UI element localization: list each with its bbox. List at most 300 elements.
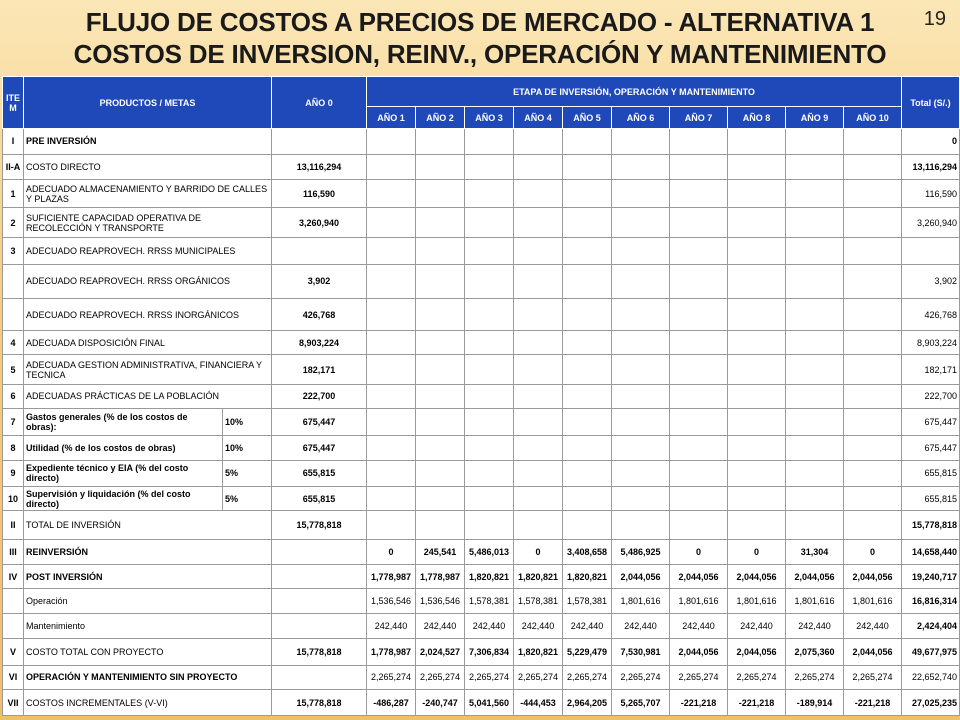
row-year-1 xyxy=(367,331,416,355)
row-year-10 xyxy=(844,486,902,511)
row-year-3 xyxy=(465,436,514,461)
row-year-0: 15,778,818 xyxy=(272,511,367,540)
title-line-1: FLUJO DE COSTOS A PRECIOS DE MERCADO - ALTERNATIVA 1 xyxy=(85,7,875,37)
table-row xyxy=(3,690,960,716)
row-label: COSTO TOTAL CON PROYECTO xyxy=(24,638,272,665)
table-row xyxy=(3,614,960,639)
row-year-9: 1,801,616 xyxy=(786,589,844,614)
row-year-3 xyxy=(465,331,514,355)
row-label: Expediente técnico y EIA (% del costo directo) xyxy=(24,460,223,486)
row-item xyxy=(3,614,24,639)
row-label: Operación xyxy=(24,589,272,614)
row-year-6: 2,265,274 xyxy=(612,665,670,690)
header-year-2: AÑO 2 xyxy=(416,107,465,129)
row-item: III xyxy=(3,540,24,565)
row-year-9: 242,440 xyxy=(786,614,844,639)
row-year-0: 675,447 xyxy=(272,408,367,436)
row-year-10 xyxy=(844,154,902,180)
row-year-1 xyxy=(367,460,416,486)
table-row xyxy=(3,154,960,180)
row-year-2: 1,536,546 xyxy=(416,589,465,614)
row-label: Gastos generales (% de los costos de obras): xyxy=(24,408,223,436)
row-year-6: 1,801,616 xyxy=(612,589,670,614)
row-item: 8 xyxy=(3,436,24,461)
row-year-4: 1,820,821 xyxy=(514,638,563,665)
row-total: 0 xyxy=(902,129,960,155)
row-year-4: 0 xyxy=(514,540,563,565)
row-year-10 xyxy=(844,460,902,486)
row-year-4 xyxy=(514,298,563,331)
row-item: 6 xyxy=(3,384,24,408)
row-year-10: 0 xyxy=(844,540,902,565)
row-year-7: 2,044,056 xyxy=(670,638,728,665)
row-year-0: 8,903,224 xyxy=(272,331,367,355)
row-year-7 xyxy=(670,208,728,238)
row-year-7: 242,440 xyxy=(670,614,728,639)
row-item: II-A xyxy=(3,154,24,180)
row-year-3 xyxy=(465,298,514,331)
row-year-2 xyxy=(416,511,465,540)
row-year-9: -189,914 xyxy=(786,690,844,716)
row-year-9 xyxy=(786,486,844,511)
row-year-2: 1,778,987 xyxy=(416,564,465,589)
row-year-6 xyxy=(612,511,670,540)
row-year-8: 2,044,056 xyxy=(728,564,786,589)
row-year-1 xyxy=(367,436,416,461)
row-year-3 xyxy=(465,129,514,155)
row-year-7 xyxy=(670,384,728,408)
row-total: 27,025,235 xyxy=(902,690,960,716)
table-row xyxy=(3,129,960,155)
row-year-9 xyxy=(786,264,844,298)
row-year-5 xyxy=(563,511,612,540)
row-total: 675,447 xyxy=(902,436,960,461)
row-year-7: 2,044,056 xyxy=(670,564,728,589)
row-year-6 xyxy=(612,298,670,331)
row-year-4 xyxy=(514,384,563,408)
row-year-10 xyxy=(844,180,902,208)
row-item: I xyxy=(3,129,24,155)
row-total: 14,658,440 xyxy=(902,540,960,565)
row-year-6 xyxy=(612,331,670,355)
row-year-2 xyxy=(416,460,465,486)
row-year-9 xyxy=(786,154,844,180)
row-year-8: 1,801,616 xyxy=(728,589,786,614)
row-year-7 xyxy=(670,408,728,436)
row-year-9 xyxy=(786,355,844,385)
row-year-4 xyxy=(514,408,563,436)
row-year-5 xyxy=(563,331,612,355)
table-row xyxy=(3,460,960,486)
row-year-7 xyxy=(670,355,728,385)
row-label: ADECUADA DISPOSICIÓN FINAL xyxy=(24,331,272,355)
row-year-9 xyxy=(786,298,844,331)
row-year-8 xyxy=(728,298,786,331)
row-year-2: 242,440 xyxy=(416,614,465,639)
header-year-4: AÑO 4 xyxy=(514,107,563,129)
row-year-1 xyxy=(367,355,416,385)
row-year-6 xyxy=(612,180,670,208)
row-year-5 xyxy=(563,486,612,511)
row-year-6 xyxy=(612,486,670,511)
row-year-3: 1,820,821 xyxy=(465,564,514,589)
row-year-4 xyxy=(514,180,563,208)
row-label: Mantenimiento xyxy=(24,614,272,639)
row-year-8 xyxy=(728,384,786,408)
table-row xyxy=(3,638,960,665)
row-year-3 xyxy=(465,384,514,408)
row-year-3 xyxy=(465,237,514,264)
row-year-1: 1,536,546 xyxy=(367,589,416,614)
row-total: 16,816,314 xyxy=(902,589,960,614)
row-total: 675,447 xyxy=(902,408,960,436)
row-year-10 xyxy=(844,129,902,155)
header-item: ITE M xyxy=(3,77,24,129)
row-item xyxy=(3,264,24,298)
row-year-7 xyxy=(670,264,728,298)
row-year-0 xyxy=(272,614,367,639)
row-item: VI xyxy=(3,665,24,690)
row-year-9: 2,075,360 xyxy=(786,638,844,665)
row-year-8 xyxy=(728,208,786,238)
row-year-7 xyxy=(670,154,728,180)
row-total: 13,116,294 xyxy=(902,154,960,180)
row-year-3: 5,486,013 xyxy=(465,540,514,565)
row-label: ADECUADA GESTION ADMINISTRATIVA, FINANCIERA Y TECNICA xyxy=(24,355,272,385)
row-year-2: 2,024,527 xyxy=(416,638,465,665)
row-year-10: 2,044,056 xyxy=(844,638,902,665)
row-year-6 xyxy=(612,264,670,298)
row-year-0: 655,815 xyxy=(272,460,367,486)
row-year-4 xyxy=(514,511,563,540)
row-total: 22,652,740 xyxy=(902,665,960,690)
row-year-1: 1,778,987 xyxy=(367,638,416,665)
row-year-2: -240,747 xyxy=(416,690,465,716)
row-year-9 xyxy=(786,436,844,461)
row-year-8 xyxy=(728,237,786,264)
row-year-10 xyxy=(844,511,902,540)
row-year-6: 5,486,925 xyxy=(612,540,670,565)
row-year-2 xyxy=(416,264,465,298)
row-year-0: 222,700 xyxy=(272,384,367,408)
row-year-5: 2,964,205 xyxy=(563,690,612,716)
row-year-5 xyxy=(563,436,612,461)
table-row xyxy=(3,564,960,589)
row-year-2 xyxy=(416,436,465,461)
header-year-7: AÑO 7 xyxy=(670,107,728,129)
row-year-10 xyxy=(844,331,902,355)
row-year-7 xyxy=(670,180,728,208)
row-year-4 xyxy=(514,264,563,298)
row-year-3 xyxy=(465,511,514,540)
row-year-4: 242,440 xyxy=(514,614,563,639)
row-year-5 xyxy=(563,180,612,208)
row-year-10: 1,801,616 xyxy=(844,589,902,614)
row-year-1 xyxy=(367,298,416,331)
row-year-7 xyxy=(670,436,728,461)
row-label: ADECUADO REAPROVECH. RRSS MUNICIPALES xyxy=(24,237,272,264)
row-year-6 xyxy=(612,129,670,155)
row-year-7 xyxy=(670,129,728,155)
row-item: VII xyxy=(3,690,24,716)
row-label: COSTO DIRECTO xyxy=(24,154,272,180)
row-year-10 xyxy=(844,237,902,264)
row-year-7: 2,265,274 xyxy=(670,665,728,690)
row-year-2 xyxy=(416,237,465,264)
row-year-2 xyxy=(416,331,465,355)
row-year-8 xyxy=(728,511,786,540)
row-total: 15,778,818 xyxy=(902,511,960,540)
table-row xyxy=(3,237,960,264)
row-label: Utilidad (% de los costos de obras) xyxy=(24,436,223,461)
row-percent: 10% xyxy=(223,436,272,461)
row-total xyxy=(902,237,960,264)
row-year-10 xyxy=(844,355,902,385)
row-year-0: 426,768 xyxy=(272,298,367,331)
row-label: POST INVERSIÓN xyxy=(24,564,272,589)
row-label: SUFICIENTE CAPACIDAD OPERATIVA DE RECOLECCIÓN Y TRANSPORTE xyxy=(24,208,272,238)
row-year-8 xyxy=(728,355,786,385)
row-item: 9 xyxy=(3,460,24,486)
row-year-6: 2,044,056 xyxy=(612,564,670,589)
row-year-6 xyxy=(612,436,670,461)
row-year-1 xyxy=(367,486,416,511)
row-year-1 xyxy=(367,180,416,208)
row-year-5: 242,440 xyxy=(563,614,612,639)
row-year-2: 245,541 xyxy=(416,540,465,565)
row-year-0: 3,260,940 xyxy=(272,208,367,238)
row-year-4 xyxy=(514,154,563,180)
table-row xyxy=(3,589,960,614)
slide-title xyxy=(0,6,960,70)
row-total: 49,677,975 xyxy=(902,638,960,665)
row-year-8 xyxy=(728,154,786,180)
row-label: ADECUADO REAPROVECH. RRSS INORGÁNICOS xyxy=(24,298,272,331)
row-label: COSTOS INCREMENTALES (V-VI) xyxy=(24,690,272,716)
row-year-6 xyxy=(612,355,670,385)
header-year-0: AÑO 0 xyxy=(272,77,367,129)
row-year-2: 2,265,274 xyxy=(416,665,465,690)
row-year-9 xyxy=(786,331,844,355)
row-label: ADECUADAS PRÁCTICAS DE LA POBLACIÓN xyxy=(24,384,272,408)
row-year-1: -486,287 xyxy=(367,690,416,716)
row-year-0: 3,902 xyxy=(272,264,367,298)
row-item: V xyxy=(3,638,24,665)
row-year-5 xyxy=(563,237,612,264)
row-item: II xyxy=(3,511,24,540)
row-year-0 xyxy=(272,237,367,264)
row-year-10 xyxy=(844,208,902,238)
row-year-5 xyxy=(563,208,612,238)
row-year-6 xyxy=(612,408,670,436)
row-year-0: 13,116,294 xyxy=(272,154,367,180)
row-item: 3 xyxy=(3,237,24,264)
row-year-5 xyxy=(563,298,612,331)
row-year-7 xyxy=(670,486,728,511)
row-year-6 xyxy=(612,237,670,264)
row-item: 7 xyxy=(3,408,24,436)
row-year-2 xyxy=(416,180,465,208)
row-year-0 xyxy=(272,540,367,565)
row-year-10: 2,044,056 xyxy=(844,564,902,589)
row-year-4 xyxy=(514,208,563,238)
row-year-5 xyxy=(563,264,612,298)
row-year-5 xyxy=(563,355,612,385)
row-year-7 xyxy=(670,237,728,264)
row-total: 2,424,404 xyxy=(902,614,960,639)
row-year-8 xyxy=(728,264,786,298)
row-item: 10 xyxy=(3,486,24,511)
row-year-5 xyxy=(563,408,612,436)
row-year-1 xyxy=(367,129,416,155)
header-year-5: AÑO 5 xyxy=(563,107,612,129)
row-total: 8,903,224 xyxy=(902,331,960,355)
row-year-4: 1,820,821 xyxy=(514,564,563,589)
row-total: 655,815 xyxy=(902,486,960,511)
row-year-3 xyxy=(465,180,514,208)
row-year-3 xyxy=(465,154,514,180)
row-year-8: 0 xyxy=(728,540,786,565)
row-year-3 xyxy=(465,355,514,385)
row-year-5: 1,578,381 xyxy=(563,589,612,614)
header-year-6: AÑO 6 xyxy=(612,107,670,129)
row-label: TOTAL DE INVERSIÓN xyxy=(24,511,272,540)
row-year-2 xyxy=(416,408,465,436)
header-year-1: AÑO 1 xyxy=(367,107,416,129)
row-item xyxy=(3,589,24,614)
row-year-3 xyxy=(465,486,514,511)
row-year-9 xyxy=(786,384,844,408)
row-year-8 xyxy=(728,129,786,155)
row-year-1 xyxy=(367,511,416,540)
row-year-5: 1,820,821 xyxy=(563,564,612,589)
row-year-2 xyxy=(416,129,465,155)
row-year-7 xyxy=(670,511,728,540)
row-year-2 xyxy=(416,154,465,180)
row-year-9 xyxy=(786,460,844,486)
row-year-8 xyxy=(728,331,786,355)
header-year-10: AÑO 10 xyxy=(844,107,902,129)
table-row xyxy=(3,486,960,511)
row-year-9: 31,304 xyxy=(786,540,844,565)
row-year-5: 3,408,658 xyxy=(563,540,612,565)
row-total: 19,240,717 xyxy=(902,564,960,589)
row-year-1 xyxy=(367,237,416,264)
row-item: 5 xyxy=(3,355,24,385)
row-year-9 xyxy=(786,208,844,238)
row-year-8: 2,265,274 xyxy=(728,665,786,690)
row-total: 426,768 xyxy=(902,298,960,331)
row-year-6 xyxy=(612,208,670,238)
row-year-1 xyxy=(367,208,416,238)
row-year-0 xyxy=(272,129,367,155)
header-year-9: AÑO 9 xyxy=(786,107,844,129)
row-year-3: 1,578,381 xyxy=(465,589,514,614)
row-year-10: -221,218 xyxy=(844,690,902,716)
row-year-5 xyxy=(563,154,612,180)
row-year-3: 242,440 xyxy=(465,614,514,639)
slide-number: 19 xyxy=(923,8,946,30)
row-total: 182,171 xyxy=(902,355,960,385)
row-year-5 xyxy=(563,384,612,408)
row-year-6 xyxy=(612,460,670,486)
row-item: 2 xyxy=(3,208,24,238)
table-row xyxy=(3,436,960,461)
row-year-3: 2,265,274 xyxy=(465,665,514,690)
row-year-7 xyxy=(670,331,728,355)
row-item: 4 xyxy=(3,331,24,355)
row-year-4 xyxy=(514,129,563,155)
table-row xyxy=(3,180,960,208)
row-percent: 5% xyxy=(223,460,272,486)
row-year-7: 0 xyxy=(670,540,728,565)
row-year-8 xyxy=(728,408,786,436)
row-label: ADECUADO REAPROVECH. RRSS ORGÁNICOS xyxy=(24,264,272,298)
row-year-4 xyxy=(514,237,563,264)
row-year-1: 2,265,274 xyxy=(367,665,416,690)
row-year-3: 7,306,834 xyxy=(465,638,514,665)
row-year-9 xyxy=(786,129,844,155)
table-row xyxy=(3,355,960,385)
row-total: 3,902 xyxy=(902,264,960,298)
row-year-10 xyxy=(844,384,902,408)
row-year-10 xyxy=(844,408,902,436)
row-year-4: 2,265,274 xyxy=(514,665,563,690)
row-year-8 xyxy=(728,180,786,208)
row-year-10 xyxy=(844,298,902,331)
row-year-6 xyxy=(612,384,670,408)
row-year-0: 675,447 xyxy=(272,436,367,461)
row-year-5 xyxy=(563,129,612,155)
row-year-4 xyxy=(514,436,563,461)
table-row xyxy=(3,384,960,408)
row-year-4 xyxy=(514,460,563,486)
cost-flow-table xyxy=(2,76,960,716)
table-body xyxy=(3,129,960,716)
row-year-8 xyxy=(728,486,786,511)
row-label: Supervisión y liquidación (% del costo directo) xyxy=(24,486,223,511)
row-year-10 xyxy=(844,264,902,298)
row-year-0: 655,815 xyxy=(272,486,367,511)
row-year-10 xyxy=(844,436,902,461)
row-year-1: 1,778,987 xyxy=(367,564,416,589)
row-year-8: 242,440 xyxy=(728,614,786,639)
row-year-0 xyxy=(272,589,367,614)
row-year-9 xyxy=(786,408,844,436)
row-label: REINVERSIÓN xyxy=(24,540,272,565)
row-year-0: 182,171 xyxy=(272,355,367,385)
row-year-1 xyxy=(367,154,416,180)
table-row xyxy=(3,511,960,540)
row-year-8: 2,044,056 xyxy=(728,638,786,665)
row-year-4 xyxy=(514,486,563,511)
row-year-9: 2,265,274 xyxy=(786,665,844,690)
row-year-3 xyxy=(465,208,514,238)
row-year-2 xyxy=(416,384,465,408)
row-label: ADECUADO ALMACENAMIENTO Y BARRIDO DE CALLES Y PLAZAS xyxy=(24,180,272,208)
row-year-1 xyxy=(367,264,416,298)
row-year-5: 5,229,479 xyxy=(563,638,612,665)
row-label: OPERACIÓN Y MANTENIMIENTO SIN PROYECTO xyxy=(24,665,272,690)
row-item xyxy=(3,298,24,331)
header-products: PRODUCTOS / METAS xyxy=(24,77,272,129)
table-row xyxy=(3,665,960,690)
row-year-9 xyxy=(786,237,844,264)
row-year-7: 1,801,616 xyxy=(670,589,728,614)
header-stage: ETAPA DE INVERSIÓN, OPERACIÓN Y MANTENIMIENTO xyxy=(367,77,902,107)
row-year-0 xyxy=(272,564,367,589)
row-year-3 xyxy=(465,264,514,298)
